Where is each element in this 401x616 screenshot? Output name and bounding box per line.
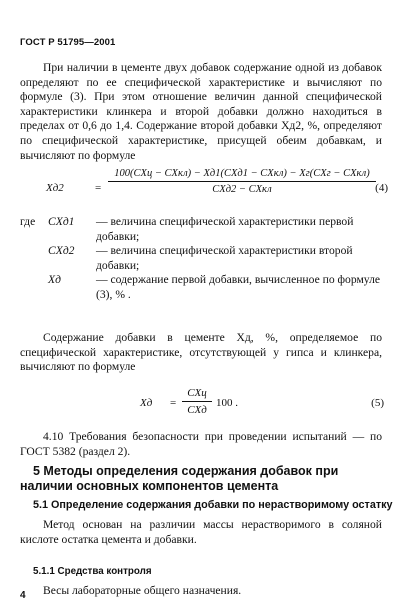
paragraph-scales: Весы лабораторные общего назначения. — [43, 584, 242, 597]
where-text: — величина специфической характеристики второй добавки; — [96, 244, 353, 272]
formula-5-multiplier: 100 . — [216, 397, 238, 409]
where-item — [20, 244, 382, 273]
where-list — [20, 215, 382, 303]
formula-4 — [42, 168, 392, 208]
where-item — [20, 215, 382, 244]
formula-4-lhs: Xд2 — [46, 182, 64, 194]
paragraph-additive-content: Содержание добавки в цементе Xд, %, определяемое по специфической характеристике, отсутствующей у гипса и клинкера, вычисляют по формуле — [20, 331, 382, 374]
formula-4-denominator: CXд2 − CXкл — [212, 184, 272, 195]
section-5-heading: 5 Методы определения содержания добавок при наличии основных компонентов цемента — [20, 464, 339, 493]
where-symbol: CXд2 — [48, 244, 75, 258]
fraction-bar — [108, 181, 376, 182]
paragraph-method: Метод основан на различии массы нерастворимого в соляной кислоте остатка цемента и добавки. — [20, 518, 382, 546]
section-5-1-1-heading: 5.1.1 Средства контроля — [33, 566, 152, 577]
equals-sign: = — [170, 397, 177, 409]
page-number: 4 — [20, 590, 26, 601]
formula-4-fraction — [108, 168, 376, 195]
paragraph-safety: 4.10 Требования безопасности при проведении испытаний — по ГОСТ 5382 (раздел 2). — [20, 430, 382, 458]
formula-4-number: (4) — [375, 182, 388, 194]
formula-5-lhs: Xд — [140, 397, 153, 409]
document-header: ГОСТ Р 51795—2001 — [20, 37, 116, 48]
formula-4-numerator: 100(CXц − CXкл) − Xд1(CXд1 − CXкл) − Xг(CXг − CXкл) — [114, 168, 370, 179]
where-text: — содержание первой добавки, вычисленное по формуле (3), % . — [96, 273, 380, 301]
where-item — [20, 273, 382, 302]
equals-sign: = — [95, 182, 102, 194]
where-symbol: CXд1 — [48, 215, 75, 228]
formula-5-denominator: CXд — [187, 404, 207, 416]
formula-5-numerator: CXц — [187, 387, 207, 399]
section-5-1-heading: 5.1 Определение содержания добавки по нерастворимому остатку — [33, 499, 393, 511]
formula-5-number: (5) — [371, 397, 384, 409]
formula-5-fraction — [182, 387, 212, 416]
where-symbol: Xд — [48, 273, 61, 287]
fraction-bar — [182, 401, 212, 402]
where-text: — величина специфической характеристики первой добавки; — [96, 215, 354, 243]
formula-5 — [140, 387, 390, 421]
paragraph-two-additives: При наличии в цементе двух добавок содержание одной из добавок определяют по ее специфической характеристике и вычисляют по формуле (3). При этом отношение величин данной специфической характеристики клинкера и второй добавки должно находиться в пределах от 0,6 до 1,4. Содержание второй добавки Xд2, %, определяют по специфической характеристике, присущей обеим добавкам, и вычисляют по формуле — [20, 61, 382, 162]
where-label: где — [20, 215, 36, 228]
